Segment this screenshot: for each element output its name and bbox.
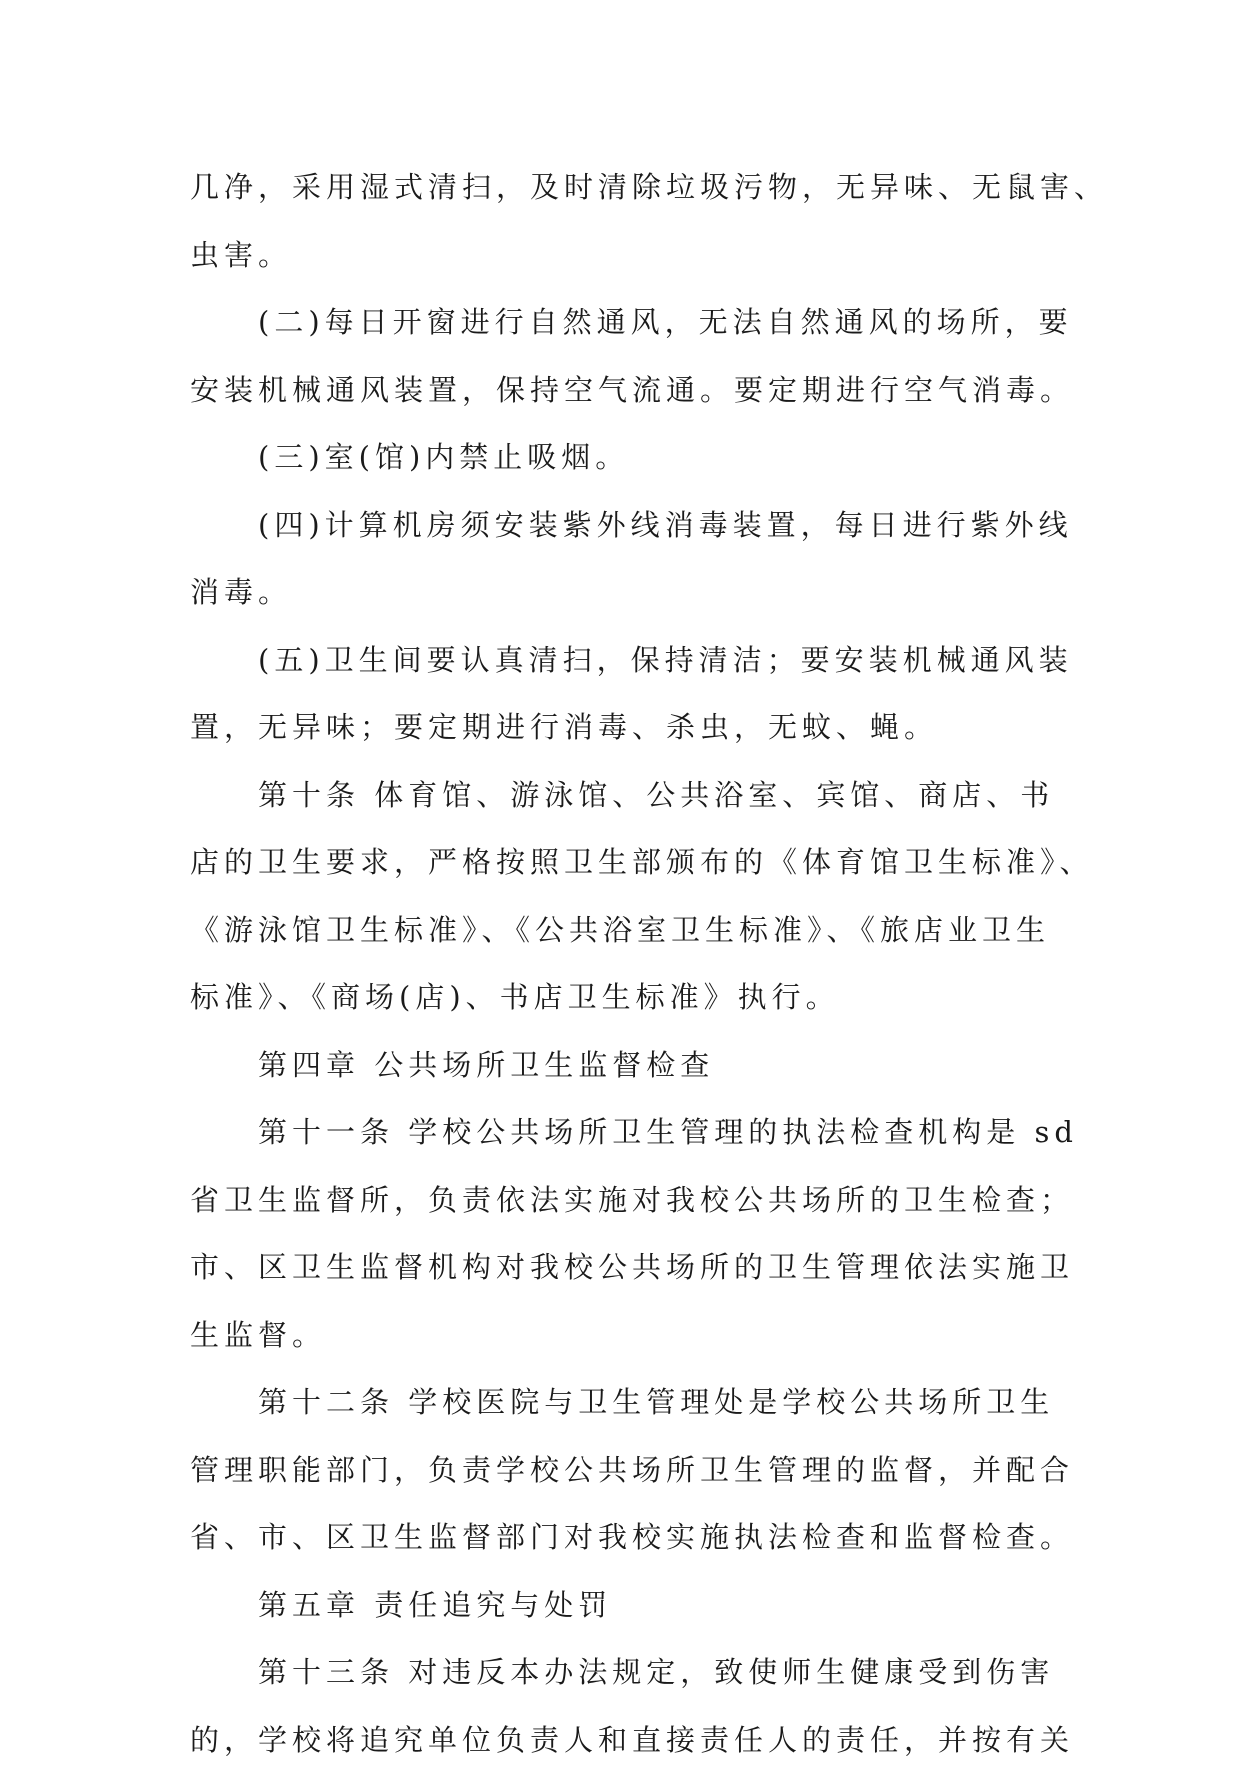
text-line: (四)计算机房须安装紫外线消毒装置，每日进行紫外线 (190, 492, 1056, 560)
text-line: 第五章 责任追究与处罚 (190, 1572, 1056, 1640)
text-line: 《游泳馆卫生标准》、《公共浴室卫生标准》、《旅店业卫生 (190, 897, 1056, 965)
text-line: 虫害。 (190, 222, 1056, 290)
text-line: (三)室(馆)内禁止吸烟。 (190, 424, 1056, 492)
text-line: 的，学校将追究单位负责人和直接责任人的责任，并按有关 (190, 1707, 1056, 1774)
text-line: 管理职能部门，负责学校公共场所卫生管理的监督，并配合 (190, 1437, 1056, 1505)
text-line: 置，无异味；要定期进行消毒、杀虫，无蚊、蝇。 (190, 694, 1056, 762)
document-body (190, 154, 1056, 1774)
text-line: (五)卫生间要认真清扫，保持清洁；要安装机械通风装 (190, 627, 1056, 695)
text-line: 第十一条 学校公共场所卫生管理的执法检查机构是 sd (190, 1099, 1056, 1167)
text-line: 第十条 体育馆、游泳馆、公共浴室、宾馆、商店、书 (190, 762, 1056, 830)
text-line: 几净，采用湿式清扫，及时清除垃圾污物，无异味、无鼠害、 (190, 154, 1056, 222)
text-line: 安装机械通风装置，保持空气流通。要定期进行空气消毒。 (190, 357, 1056, 425)
text-line: 第四章 公共场所卫生监督检查 (190, 1032, 1056, 1100)
text-line: 市、区卫生监督机构对我校公共场所的卫生管理依法实施卫 (190, 1234, 1056, 1302)
text-line: 标准》、《商场(店)、书店卫生标准》执行。 (190, 964, 1056, 1032)
text-line: 生监督。 (190, 1302, 1056, 1370)
text-line: (二)每日开窗进行自然通风，无法自然通风的场所，要 (190, 289, 1056, 357)
text-line: 消毒。 (190, 559, 1056, 627)
text-line: 第十二条 学校医院与卫生管理处是学校公共场所卫生 (190, 1369, 1056, 1437)
text-line: 省、市、区卫生监督部门对我校实施执法检查和监督检查。 (190, 1504, 1056, 1572)
text-line: 第十三条 对违反本办法规定，致使师生健康受到伤害 (190, 1639, 1056, 1707)
text-line: 省卫生监督所，负责依法实施对我校公共场所的卫生检查； (190, 1167, 1056, 1235)
text-line: 店的卫生要求，严格按照卫生部颁布的《体育馆卫生标准》、 (190, 829, 1056, 897)
